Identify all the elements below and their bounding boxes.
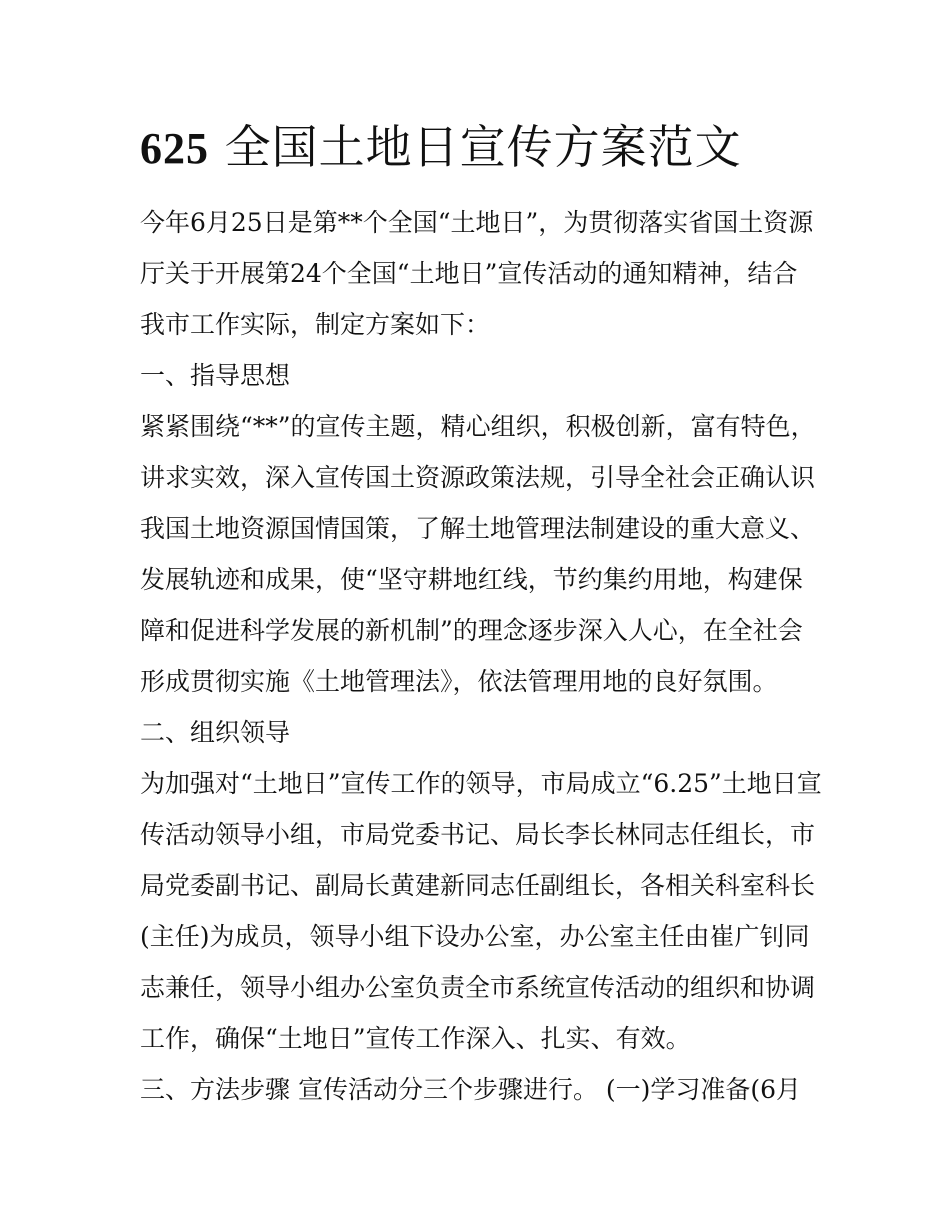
section-heading: 一、指导思想 bbox=[140, 361, 291, 390]
text-line: (主任)为成员，领导小组下设办公室，办公室主任由崔广钊同 bbox=[140, 922, 810, 951]
document-body bbox=[140, 197, 820, 1115]
text-line: 讲求实效，深入宣传国土资源政策法规，引导全社会正确认识 bbox=[140, 463, 816, 492]
text-line: 传活动领导小组，市局党委书记、局长李长林同志任组长，市 bbox=[140, 820, 816, 849]
title-number: 625 bbox=[140, 124, 209, 173]
text-line: 厅关于开展第24个全国“土地日”宣传活动的通知精神，结合 bbox=[140, 259, 798, 288]
text-line: 形成贯彻实施《土地管理法》，依法管理用地的良好氛围。 bbox=[140, 667, 778, 696]
text-line: 今年6月25日是第**个全国“土地日”，为贯彻落实省国土资源 bbox=[140, 208, 814, 237]
text-line: 发展轨迹和成果，使“坚守耕地红线，节约集约用地，构建保 bbox=[140, 565, 803, 594]
text-line: 为加强对“土地日”宣传工作的领导，市局成立“6.25”土地日宣 bbox=[140, 769, 822, 798]
text-line: 障和促进科学发展的新机制”的理念逐步深入人心，在全社会 bbox=[140, 616, 803, 645]
text-line: 紧紧围绕“**”的宣传主题，精心组织，积极创新，富有特色， bbox=[140, 412, 816, 441]
text-line: 我国土地资源国情国策，了解土地管理法制建设的重大意义、 bbox=[140, 514, 816, 543]
text-line: 局党委副书记、副局长黄建新同志任副组长，各相关科室科长 bbox=[140, 871, 816, 900]
text-line: 工作，确保“土地日”宣传工作深入、扎实、有效。 bbox=[140, 1024, 691, 1053]
section-heading: 二、组织领导 bbox=[140, 718, 291, 747]
text-line: 志兼任，领导小组办公室负责全市系统宣传活动的组织和协调 bbox=[140, 973, 816, 1002]
title-text: 全国土地日宣传方案范文 bbox=[224, 120, 742, 174]
text-line: 我市工作实际，制定方案如下： bbox=[140, 310, 491, 339]
section-heading: 三、方法步骤 宣传活动分三个步骤进行。 (一)学习准备(6月 bbox=[140, 1075, 802, 1104]
document-title bbox=[140, 112, 840, 184]
